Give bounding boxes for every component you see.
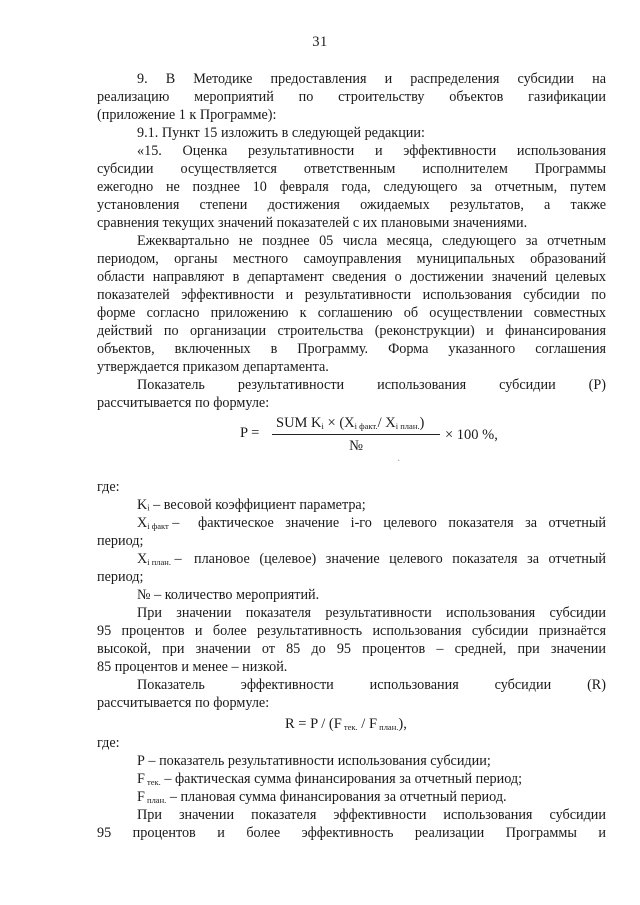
formula-r: R = P / (F $_{тек.}$ / F $_{план.}$), [285, 716, 407, 732]
text-line: При значении показателя результативности использования субсидии [137, 605, 606, 621]
formula-p-numerator: SUM $K_i \times (X_{i факт.}/$ $X_{i план.}$) [276, 415, 425, 431]
text-line: № – количество мероприятий. [137, 587, 320, 603]
definition-x-plan: $X_{i план.}$ – [137, 551, 182, 567]
text-line: реализацию мероприятий по строительству объектов газификации [97, 89, 606, 105]
text-line: объектов, включенных в Программу. Форма указанного соглашения [97, 341, 606, 357]
text-line: форме согласно приложению к соглашению об осуществлении совместных [97, 305, 606, 321]
formula-p-rhs: × 100 %, [445, 427, 498, 443]
text-line: 95 процентов и более эффективность реализации Программы и [97, 825, 606, 841]
fraction-bar [272, 434, 440, 435]
text-line: Kᵢ – весовой коэффициент параметра; [137, 497, 366, 513]
text-line: период; [97, 569, 144, 585]
text-line: Р – показатель результативности использования субсидии; [137, 753, 491, 769]
formula-p-denominator: № [349, 438, 363, 454]
formula-p-lhs: P = [240, 425, 260, 441]
text-line: период; [97, 533, 144, 549]
page-number: 31 [312, 34, 328, 50]
text-line: рассчитывается по формуле: [97, 695, 270, 711]
text-line: Показатель результативности использования субсидии (Р) [137, 377, 606, 393]
text-line: 95 процентов и более результативность использования субсидии признаётся [97, 623, 606, 639]
text-line: утверждается приказом департамента. [97, 359, 329, 375]
text-line: рассчитывается по формуле: [97, 395, 270, 411]
text-line: высокой, при значении от 85 до 95 процентов – средней, при значении [97, 641, 606, 657]
definition-x-fact: $X_{i факт}$ – [137, 515, 180, 531]
text-line: периодом, органы местного самоуправления муниципальных образований [97, 251, 606, 267]
text-line: При значении показателя эффективности использования субсидии [137, 807, 606, 823]
scan-mark: · [397, 456, 401, 467]
text-line: 9.1. Пункт 15 изложить в следующей редакции: [137, 125, 425, 141]
text-line: сравнения текущих значений показателей с их плановыми значениями. [97, 215, 528, 231]
text-line: Ежеквартально не позднее 05 числа месяца, следующего за отчетным [137, 233, 606, 249]
text-line: 85 процентов и менее – низкой. [97, 659, 288, 675]
text-line: фактическое значение i-го целевого показателя за отчетный [198, 515, 606, 531]
text-line: «15. Оценка результативности и эффективности использования [137, 143, 606, 159]
text-line: где: [97, 735, 120, 751]
text-line: субсидии осуществляется ответственным исполнителем Программы [97, 161, 606, 177]
text-line: 9. В Методике предоставления и распределения субсидии на [137, 71, 606, 87]
text-line: показателей эффективности и результативности использования субсидии по [97, 287, 606, 303]
text-line: ежегодно не позднее 10 февраля года, следующего за отчетным, путем [97, 179, 606, 195]
text-line: установления степени достижения ожидаемых результатов, а также [97, 197, 606, 213]
text-line: области направляют в департамент сведения о достижении значений целевых [97, 269, 606, 285]
text-line: Показатель эффективности использования субсидии (R) [137, 677, 606, 693]
text-line: плановое (целевое) значение целевого показателя за отчетный [194, 551, 606, 567]
definition-f-tek: F $_{тек.}$ – фактическая сумма финансирования за отчетный период; [137, 771, 523, 787]
text-line: (приложение 1 к Программе): [97, 107, 277, 123]
text-line: где: [97, 479, 120, 495]
definition-f-plan: F $_{план.}$ – плановая сумма финансирования за отчетный период. [137, 789, 507, 805]
text-line: действий по организации строительства (реконструкции) и финансирования [97, 323, 606, 339]
